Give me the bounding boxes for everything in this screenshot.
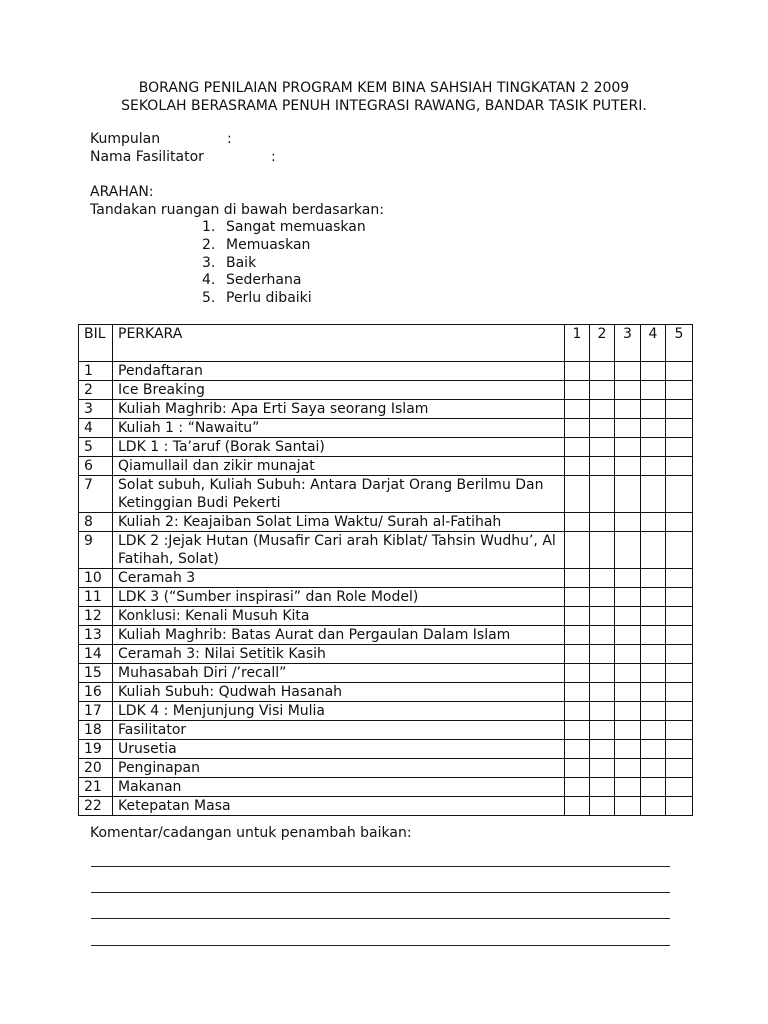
- score-cell-4[interactable]: [641, 607, 666, 626]
- row-number: 4: [79, 419, 113, 438]
- scale-number: 1.: [202, 219, 216, 235]
- score-cell-3[interactable]: [615, 476, 641, 513]
- row-item: Kuliah 2: Keajaiban Solat Lima Waktu/ Surah al-Fatihah: [113, 513, 565, 532]
- row-number: 11: [79, 588, 113, 607]
- scale-number: 3.: [202, 254, 216, 271]
- row-number: 9: [79, 532, 113, 569]
- score-cell-1[interactable]: [565, 797, 590, 816]
- scale-label: Sangat memuaskan: [226, 219, 366, 235]
- table-row: [79, 362, 693, 381]
- score-cell-2[interactable]: [590, 759, 615, 778]
- score-cell-1[interactable]: [565, 532, 590, 569]
- score-cell-3[interactable]: [615, 626, 641, 645]
- row-number: 10: [79, 569, 113, 588]
- row-item: LDK 2 :Jejak Hutan (Musafir Cari arah Kiblat/ Tahsin Wudhu’, Al Fatihah, Solat): [113, 532, 565, 569]
- row-item: Fasilitator: [113, 721, 565, 740]
- score-cell-1[interactable]: [565, 645, 590, 664]
- score-cell-3[interactable]: [615, 778, 641, 797]
- score-cell-1[interactable]: [565, 457, 590, 476]
- score-cell-5[interactable]: [666, 645, 693, 664]
- table-row: [79, 721, 693, 740]
- score-cell-2[interactable]: [590, 513, 615, 532]
- rating-scale-item: [202, 255, 366, 273]
- score-cell-3[interactable]: [615, 759, 641, 778]
- comment-label: Komentar/cadangan untuk penambah baikan:: [90, 825, 412, 841]
- row-number: 14: [79, 645, 113, 664]
- score-cell-1[interactable]: [565, 476, 590, 513]
- score-cell-1[interactable]: [565, 438, 590, 457]
- table-row: [79, 476, 693, 513]
- score-cell-1[interactable]: [565, 569, 590, 588]
- score-cell-4[interactable]: [641, 419, 666, 438]
- row-item: Qiamullail dan zikir munajat: [113, 457, 565, 476]
- score-cell-2[interactable]: [590, 740, 615, 759]
- row-item: Urusetia: [113, 740, 565, 759]
- score-cell-4[interactable]: [641, 438, 666, 457]
- score-cell-4[interactable]: [641, 569, 666, 588]
- score-cell-5[interactable]: [666, 569, 693, 588]
- score-cell-4[interactable]: [641, 588, 666, 607]
- instructions-heading: ARAHAN:: [90, 184, 154, 200]
- row-item: Kuliah Maghrib: Apa Erti Saya seorang Islam: [113, 400, 565, 419]
- fasilitator-field: [90, 149, 276, 166]
- row-item: Konklusi: Kenali Musuh Kita: [113, 607, 565, 626]
- row-item: Penginapan: [113, 759, 565, 778]
- score-cell-2[interactable]: [590, 438, 615, 457]
- score-cell-1[interactable]: [565, 419, 590, 438]
- scale-number: 4.: [202, 272, 216, 289]
- header-score-3: 3: [615, 325, 641, 362]
- row-number: 12: [79, 607, 113, 626]
- row-number: 17: [79, 702, 113, 721]
- row-number: 1: [79, 362, 113, 381]
- score-cell-1[interactable]: [565, 362, 590, 381]
- score-cell-3[interactable]: [615, 702, 641, 721]
- score-cell-3[interactable]: [615, 588, 641, 607]
- scale-label: Memuaskan: [226, 236, 311, 253]
- header-score-1: 1: [565, 325, 590, 362]
- row-item: Ceramah 3: Nilai Setitik Kasih: [113, 645, 565, 664]
- score-cell-3[interactable]: [615, 607, 641, 626]
- score-cell-3[interactable]: [615, 664, 641, 683]
- header-score-5: 5: [666, 325, 693, 362]
- row-item: LDK 1 : Ta’aruf (Borak Santai): [113, 438, 565, 457]
- score-cell-5[interactable]: [666, 419, 693, 438]
- score-cell-2[interactable]: [590, 607, 615, 626]
- score-cell-3[interactable]: [615, 569, 641, 588]
- form-title-line-1: BORANG PENILAIAN PROGRAM KEM BINA SAHSIAH TINGKATAN 2 2009: [138, 80, 630, 96]
- table-row: [79, 588, 693, 607]
- score-cell-2[interactable]: [590, 664, 615, 683]
- scale-number: 2.: [202, 236, 216, 253]
- header-perkara: PERKARA: [113, 325, 565, 362]
- score-cell-5[interactable]: [666, 400, 693, 419]
- rating-scale-item: [202, 237, 366, 255]
- score-cell-5[interactable]: [666, 664, 693, 683]
- table-row: [79, 381, 693, 400]
- table-row: [79, 740, 693, 759]
- table-row: [79, 683, 693, 702]
- table-row: [79, 664, 693, 683]
- score-cell-3[interactable]: [615, 740, 641, 759]
- score-cell-2[interactable]: [590, 721, 615, 740]
- table-header-row: [79, 325, 693, 362]
- fasilitator-label: Nama Fasilitator: [90, 149, 204, 165]
- score-cell-4[interactable]: [641, 362, 666, 381]
- score-cell-5[interactable]: [666, 778, 693, 797]
- scale-label: Perlu dibaiki: [226, 290, 312, 307]
- score-cell-2[interactable]: [590, 626, 615, 645]
- score-cell-2[interactable]: [590, 476, 615, 513]
- score-cell-4[interactable]: [641, 381, 666, 400]
- table-row: [79, 607, 693, 626]
- score-cell-2[interactable]: [590, 569, 615, 588]
- table-row: [79, 645, 693, 664]
- row-number: 20: [79, 759, 113, 778]
- score-cell-2[interactable]: [590, 362, 615, 381]
- row-item: Ketepatan Masa: [113, 797, 565, 816]
- rating-scale-item: [202, 272, 366, 290]
- score-cell-4[interactable]: [641, 797, 666, 816]
- score-cell-2[interactable]: [590, 400, 615, 419]
- table-row: [79, 797, 693, 816]
- row-item: Ice Breaking: [113, 381, 565, 400]
- score-cell-5[interactable]: [666, 683, 693, 702]
- table-row: [79, 702, 693, 721]
- score-cell-2[interactable]: [590, 588, 615, 607]
- comment-line[interactable]: [91, 918, 670, 919]
- row-number: 21: [79, 778, 113, 797]
- row-number: 6: [79, 457, 113, 476]
- score-cell-5[interactable]: [666, 457, 693, 476]
- comment-line[interactable]: [91, 866, 670, 867]
- score-cell-5[interactable]: [666, 702, 693, 721]
- score-cell-3[interactable]: [615, 683, 641, 702]
- score-cell-2[interactable]: [590, 702, 615, 721]
- rating-scale-list: [202, 219, 366, 308]
- score-cell-1[interactable]: [565, 400, 590, 419]
- score-cell-4[interactable]: [641, 476, 666, 513]
- score-cell-3[interactable]: [615, 381, 641, 400]
- score-cell-2[interactable]: [590, 797, 615, 816]
- row-number: 19: [79, 740, 113, 759]
- score-cell-2[interactable]: [590, 457, 615, 476]
- row-item: Solat subuh, Kuliah Subuh: Antara Darjat Orang Berilmu Dan Ketinggian Budi Pekerti: [113, 476, 565, 513]
- row-number: 7: [79, 476, 113, 513]
- score-cell-2[interactable]: [590, 532, 615, 569]
- rating-scale-item: [202, 219, 366, 237]
- row-number: 8: [79, 513, 113, 532]
- evaluation-table: [78, 324, 693, 816]
- score-cell-5[interactable]: [666, 588, 693, 607]
- score-cell-1[interactable]: [565, 721, 590, 740]
- score-cell-4[interactable]: [641, 400, 666, 419]
- rating-scale-item: [202, 290, 366, 308]
- score-cell-3[interactable]: [615, 438, 641, 457]
- table-row: [79, 532, 693, 569]
- row-number: 16: [79, 683, 113, 702]
- row-item: LDK 4 : Menjunjung Visi Mulia: [113, 702, 565, 721]
- score-cell-2[interactable]: [590, 645, 615, 664]
- score-cell-5[interactable]: [666, 626, 693, 645]
- row-number: 2: [79, 381, 113, 400]
- score-cell-4[interactable]: [641, 721, 666, 740]
- score-cell-4[interactable]: [641, 759, 666, 778]
- table-row: [79, 438, 693, 457]
- score-cell-1[interactable]: [565, 626, 590, 645]
- score-cell-1[interactable]: [565, 381, 590, 400]
- header-score-2: 2: [590, 325, 615, 362]
- scale-label: Baik: [226, 254, 257, 271]
- score-cell-5[interactable]: [666, 532, 693, 569]
- score-cell-3[interactable]: [615, 721, 641, 740]
- score-cell-3[interactable]: [615, 400, 641, 419]
- row-number: 15: [79, 664, 113, 683]
- score-cell-1[interactable]: [565, 664, 590, 683]
- score-cell-1[interactable]: [565, 759, 590, 778]
- row-number: 5: [79, 438, 113, 457]
- score-cell-5[interactable]: [666, 759, 693, 778]
- score-cell-5[interactable]: [666, 438, 693, 457]
- table-row: [79, 569, 693, 588]
- score-cell-2[interactable]: [590, 381, 615, 400]
- table-row: [79, 419, 693, 438]
- score-cell-4[interactable]: [641, 702, 666, 721]
- score-cell-1[interactable]: [565, 513, 590, 532]
- row-number: 18: [79, 721, 113, 740]
- score-cell-5[interactable]: [666, 381, 693, 400]
- table-row: [79, 778, 693, 797]
- score-cell-3[interactable]: [615, 645, 641, 664]
- score-cell-5[interactable]: [666, 740, 693, 759]
- score-cell-4[interactable]: [641, 532, 666, 569]
- kumpulan-label: Kumpulan: [90, 131, 161, 147]
- score-cell-5[interactable]: [666, 513, 693, 532]
- row-item: LDK 3 (“Sumber inspirasi” dan Role Model): [113, 588, 565, 607]
- comment-line[interactable]: [91, 945, 670, 946]
- score-cell-5[interactable]: [666, 607, 693, 626]
- scale-label: Sederhana: [226, 272, 302, 289]
- score-cell-5[interactable]: [666, 476, 693, 513]
- score-cell-4[interactable]: [641, 664, 666, 683]
- row-item: Muhasabah Diri /’recall”: [113, 664, 565, 683]
- header-score-4: 4: [641, 325, 666, 362]
- kumpulan-colon: :: [227, 131, 232, 147]
- score-cell-1[interactable]: [565, 683, 590, 702]
- score-cell-3[interactable]: [615, 362, 641, 381]
- row-number: 3: [79, 400, 113, 419]
- score-cell-1[interactable]: [565, 588, 590, 607]
- score-cell-4[interactable]: [641, 645, 666, 664]
- score-cell-4[interactable]: [641, 626, 666, 645]
- score-cell-3[interactable]: [615, 797, 641, 816]
- score-cell-5[interactable]: [666, 797, 693, 816]
- row-item: Ceramah 3: [113, 569, 565, 588]
- score-cell-5[interactable]: [666, 362, 693, 381]
- row-number: 22: [79, 797, 113, 816]
- fasilitator-colon: :: [271, 149, 276, 165]
- score-cell-4[interactable]: [641, 513, 666, 532]
- score-cell-3[interactable]: [615, 457, 641, 476]
- score-cell-1[interactable]: [565, 607, 590, 626]
- table-row: [79, 457, 693, 476]
- score-cell-2[interactable]: [590, 683, 615, 702]
- row-item: Makanan: [113, 778, 565, 797]
- score-cell-5[interactable]: [666, 721, 693, 740]
- score-cell-3[interactable]: [615, 513, 641, 532]
- table-row: [79, 759, 693, 778]
- table-row: [79, 400, 693, 419]
- comment-line[interactable]: [91, 892, 670, 893]
- score-cell-3[interactable]: [615, 419, 641, 438]
- scale-number: 5.: [202, 290, 216, 307]
- score-cell-3[interactable]: [615, 532, 641, 569]
- form-title-line-2: SEKOLAH BERASRAMA PENUH INTEGRASI RAWANG, BANDAR TASIK PUTERI.: [121, 98, 647, 114]
- score-cell-1[interactable]: [565, 778, 590, 797]
- row-number: 13: [79, 626, 113, 645]
- row-item: Pendaftaran: [113, 362, 565, 381]
- score-cell-4[interactable]: [641, 740, 666, 759]
- header-bil: BIL: [79, 325, 113, 362]
- score-cell-4[interactable]: [641, 457, 666, 476]
- table-row: [79, 626, 693, 645]
- row-item: Kuliah 1 : “Nawaitu”: [113, 419, 565, 438]
- score-cell-4[interactable]: [641, 683, 666, 702]
- score-cell-2[interactable]: [590, 419, 615, 438]
- score-cell-2[interactable]: [590, 778, 615, 797]
- score-cell-1[interactable]: [565, 740, 590, 759]
- score-cell-4[interactable]: [641, 778, 666, 797]
- instructions-text: Tandakan ruangan di bawah berdasarkan:: [90, 202, 384, 218]
- score-cell-1[interactable]: [565, 702, 590, 721]
- row-item: Kuliah Maghrib: Batas Aurat dan Pergaulan Dalam Islam: [113, 626, 565, 645]
- table-row: [79, 513, 693, 532]
- kumpulan-field: [90, 131, 232, 148]
- row-item: Kuliah Subuh: Qudwah Hasanah: [113, 683, 565, 702]
